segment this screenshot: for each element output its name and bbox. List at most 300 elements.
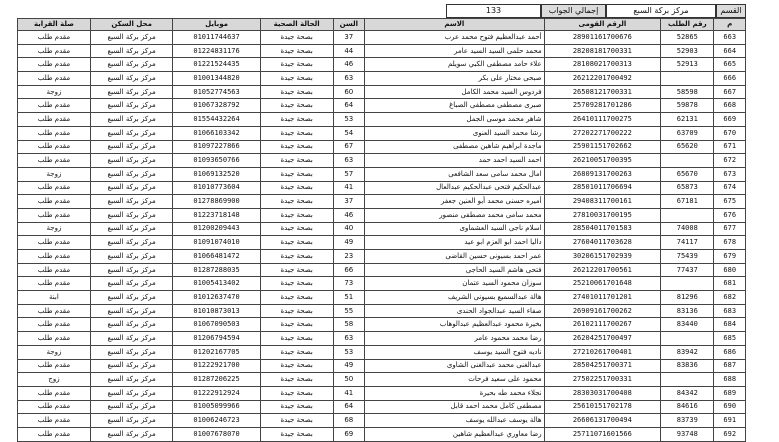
person-name-cell: بخيرة محمود عبدالعظيم عبدالوهاب: [365, 318, 545, 332]
health-status-cell: بصحة جيدة: [260, 304, 333, 318]
residence-cell: مركز بركة السبع: [90, 386, 173, 400]
row-number-cell: 665: [714, 58, 746, 72]
age-cell: 37: [333, 31, 365, 45]
national-id-cell: 26508121700331: [544, 85, 660, 99]
request-number-cell: 74008: [661, 222, 714, 236]
table-row: [18, 359, 746, 373]
national-id-cell: 26809131700263: [544, 167, 660, 181]
residence-cell: مركز بركة السبع: [90, 126, 173, 140]
residence-cell: مركز بركة السبع: [90, 318, 173, 332]
relation-cell: مقدم طلب: [18, 31, 91, 45]
relation-cell: مقدم طلب: [18, 386, 91, 400]
request-number-cell: 67181: [661, 195, 714, 209]
mobile-number-cell: 01011744637: [173, 31, 260, 45]
person-name-cell: علاء حامد مصطفى الكبي سويلم: [365, 58, 545, 72]
row-number-cell: 666: [714, 72, 746, 86]
mobile-number-cell: 01067090503: [173, 318, 260, 332]
row-number-cell: 684: [714, 318, 746, 332]
health-status-cell: بصحة جيدة: [260, 195, 333, 209]
age-cell: 54: [333, 126, 365, 140]
health-status-cell: بصحة جيدة: [260, 72, 333, 86]
person-name-cell: عبدالحكيم فتحى عبدالحكيم عبدالعال: [365, 181, 545, 195]
residence-cell: مركز بركة السبع: [90, 140, 173, 154]
request-number-cell: 83136: [661, 304, 714, 318]
national-id-cell: 28208181700331: [544, 44, 660, 58]
person-name-cell: فتحى هاشم السيد الحاجى: [365, 263, 545, 277]
row-number-cell: 675: [714, 195, 746, 209]
table-row: [18, 373, 746, 387]
mobile-number-cell: 01221524435: [173, 58, 260, 72]
total-value: 133: [446, 4, 541, 18]
person-name-cell: اسلام ناجى السيد العشماوى: [365, 222, 545, 236]
age-cell: 40: [333, 222, 365, 236]
national-id-cell: 27210261700401: [544, 345, 660, 359]
relation-cell: مقدم طلب: [18, 44, 91, 58]
row-number-cell: 681: [714, 277, 746, 291]
person-name-cell: محمد حلمى السيد السيد عامر: [365, 44, 545, 58]
residence-cell: مركز بركة السبع: [90, 332, 173, 346]
national-id-cell: 25610151702178: [544, 400, 660, 414]
table-row: [18, 126, 746, 140]
row-number-cell: 691: [714, 414, 746, 428]
person-name-cell: رشا محمد السيد العنوى: [365, 126, 545, 140]
row-number-cell: 685: [714, 332, 746, 346]
national-id-cell: 27502251700331: [544, 373, 660, 387]
relation-cell: مقدم طلب: [18, 236, 91, 250]
person-name-cell: شاهر محمد موسى الجمل: [365, 113, 545, 127]
age-cell: 49: [333, 359, 365, 373]
relation-cell: مقدم طلب: [18, 113, 91, 127]
request-number-cell: 65873: [661, 181, 714, 195]
mobile-number-cell: 01091074010: [173, 236, 260, 250]
data-table: [17, 18, 746, 442]
age-cell: 63: [333, 154, 365, 168]
column-header: موبايل: [173, 19, 260, 31]
person-name-cell: ناديه فتوح السيد يوسف: [365, 345, 545, 359]
person-name-cell: هالة عبدالسميع بسيونى الشريف: [365, 291, 545, 305]
residence-cell: مركز بركة السبع: [90, 85, 173, 99]
column-header: صلة القرابة: [18, 19, 91, 31]
health-status-cell: بصحة جيدة: [260, 44, 333, 58]
request-number-cell: 84342: [661, 386, 714, 400]
mobile-number-cell: 01554432264: [173, 113, 260, 127]
age-cell: 63: [333, 332, 365, 346]
request-number-cell: 65620: [661, 140, 714, 154]
national-id-cell: 26210051700395: [544, 154, 660, 168]
age-cell: 63: [333, 72, 365, 86]
relation-cell: مقدم طلب: [18, 263, 91, 277]
table-row: [18, 386, 746, 400]
person-name-cell: رضا معاوري عبدالعظيم شاهين: [365, 427, 545, 441]
table-row: [18, 277, 746, 291]
request-number-cell: 84616: [661, 400, 714, 414]
person-name-cell: محمد سامى محمد مصطفى منصور: [365, 208, 545, 222]
person-name-cell: أميره حسنى محمد أبو العنين جعفر: [365, 195, 545, 209]
national-id-cell: 26102111700267: [544, 318, 660, 332]
mobile-number-cell: 01287288035: [173, 263, 260, 277]
health-status-cell: بصحة جيدة: [260, 181, 333, 195]
health-status-cell: بصحة جيدة: [260, 373, 333, 387]
relation-cell: زوجة: [18, 167, 91, 181]
national-id-cell: 30206151702939: [544, 250, 660, 264]
national-id-cell: 25901151702662: [544, 140, 660, 154]
mobile-number-cell: 01006246723: [173, 414, 260, 428]
age-cell: 64: [333, 400, 365, 414]
residence-cell: مركز بركة السبع: [90, 222, 173, 236]
table-row: [18, 154, 746, 168]
health-status-cell: بصحة جيدة: [260, 414, 333, 428]
national-id-cell: 27810031700195: [544, 208, 660, 222]
mobile-number-cell: 01066103342: [173, 126, 260, 140]
national-id-cell: 25210061701648: [544, 277, 660, 291]
relation-cell: زوجة: [18, 345, 91, 359]
residence-cell: مركز بركة السبع: [90, 427, 173, 441]
person-name-cell: صبحى مختار على بكر: [365, 72, 545, 86]
mobile-number-cell: 01287206225: [173, 373, 260, 387]
residence-cell: مركز بركة السبع: [90, 291, 173, 305]
national-id-cell: 27202271700222: [544, 126, 660, 140]
health-status-cell: بصحة جيدة: [260, 250, 333, 264]
age-cell: 60: [333, 85, 365, 99]
age-cell: 73: [333, 277, 365, 291]
table-row: [18, 332, 746, 346]
column-header: م: [714, 19, 746, 31]
health-status-cell: بصحة جيدة: [260, 400, 333, 414]
relation-cell: مقدم طلب: [18, 304, 91, 318]
mobile-number-cell: 01010873013: [173, 304, 260, 318]
row-number-cell: 682: [714, 291, 746, 305]
table-row: [18, 181, 746, 195]
national-id-cell: 25709281701286: [544, 99, 660, 113]
relation-cell: مقدم طلب: [18, 72, 91, 86]
mobile-number-cell: 01278869900: [173, 195, 260, 209]
relation-cell: ابنة: [18, 291, 91, 305]
age-cell: 53: [333, 345, 365, 359]
health-status-cell: بصحة جيدة: [260, 291, 333, 305]
person-name-cell: عمر احمد بسيونى حسين القاضى: [365, 250, 545, 264]
health-status-cell: بصحة جيدة: [260, 222, 333, 236]
table-row: [18, 400, 746, 414]
table-row: [18, 345, 746, 359]
table-row: [18, 85, 746, 99]
request-number-cell: 52903: [661, 44, 714, 58]
age-cell: 49: [333, 236, 365, 250]
table-row: [18, 167, 746, 181]
health-status-cell: بصحة جيدة: [260, 58, 333, 72]
age-cell: 69: [333, 427, 365, 441]
person-name-cell: سوزان محمود السيد عتمان: [365, 277, 545, 291]
age-cell: 44: [333, 44, 365, 58]
relation-cell: مقدم طلب: [18, 181, 91, 195]
column-header: السن: [333, 19, 365, 31]
residence-cell: مركز بركة السبع: [90, 414, 173, 428]
table-row: [18, 304, 746, 318]
relation-cell: مقدم طلب: [18, 277, 91, 291]
request-number-cell: [661, 373, 714, 387]
request-number-cell: 74117: [661, 236, 714, 250]
table-row: [18, 250, 746, 264]
age-cell: 50: [333, 373, 365, 387]
total-label: إجمالي الجواب: [541, 4, 606, 18]
health-status-cell: بصحة جيدة: [260, 236, 333, 250]
residence-cell: مركز بركة السبع: [90, 58, 173, 72]
person-name-cell: رضا محمد محمود عامر: [365, 332, 545, 346]
mobile-number-cell: 01093650766: [173, 154, 260, 168]
health-status-cell: بصحة جيدة: [260, 263, 333, 277]
mobile-number-cell: 01200209443: [173, 222, 260, 236]
residence-cell: مركز بركة السبع: [90, 400, 173, 414]
mobile-number-cell: 01222912924: [173, 386, 260, 400]
national-id-cell: 29408311700161: [544, 195, 660, 209]
residence-cell: مركز بركة السبع: [90, 304, 173, 318]
health-status-cell: بصحة جيدة: [260, 332, 333, 346]
national-id-cell: 26212201700561: [544, 263, 660, 277]
table-row: [18, 291, 746, 305]
request-number-cell: 83836: [661, 359, 714, 373]
age-cell: 37: [333, 195, 365, 209]
column-header: الرقم القومى: [544, 19, 660, 31]
national-id-cell: 28108021700313: [544, 58, 660, 72]
person-name-cell: امال محمد سامى سعد الشافعى: [365, 167, 545, 181]
request-number-cell: [661, 72, 714, 86]
residence-cell: مركز بركة السبع: [90, 359, 173, 373]
table-row: [18, 263, 746, 277]
residence-cell: مركز بركة السبع: [90, 277, 173, 291]
row-number-cell: 683: [714, 304, 746, 318]
age-cell: 57: [333, 167, 365, 181]
mobile-number-cell: 01012637470: [173, 291, 260, 305]
mobile-number-cell: 01069132520: [173, 167, 260, 181]
health-status-cell: بصحة جيدة: [260, 318, 333, 332]
row-number-cell: 668: [714, 99, 746, 113]
health-status-cell: بصحة جيدة: [260, 277, 333, 291]
person-name-cell: داليا احمد ابو العزم ابو عيد: [365, 236, 545, 250]
mobile-number-cell: 01223718148: [173, 208, 260, 222]
age-cell: 41: [333, 181, 365, 195]
relation-cell: مقدم طلب: [18, 427, 91, 441]
national-id-cell: 28501011706694: [544, 181, 660, 195]
age-cell: 64: [333, 99, 365, 113]
relation-cell: زوجة: [18, 222, 91, 236]
residence-cell: مركز بركة السبع: [90, 72, 173, 86]
table-row: [18, 208, 746, 222]
relation-cell: مقدم طلب: [18, 400, 91, 414]
national-id-cell: 27604011703628: [544, 236, 660, 250]
residence-cell: مركز بركة السبع: [90, 154, 173, 168]
row-number-cell: 687: [714, 359, 746, 373]
row-number-cell: 688: [714, 373, 746, 387]
health-status-cell: بصحة جيدة: [260, 386, 333, 400]
age-cell: 66: [333, 263, 365, 277]
mobile-number-cell: 01005099966: [173, 400, 260, 414]
residence-cell: مركز بركة السبع: [90, 236, 173, 250]
request-number-cell: [661, 332, 714, 346]
health-status-cell: بصحة جيدة: [260, 126, 333, 140]
health-status-cell: بصحة جيدة: [260, 359, 333, 373]
person-name-cell: احمد السيد احمد حمد: [365, 154, 545, 168]
residence-cell: مركز بركة السبع: [90, 31, 173, 45]
residence-cell: مركز بركة السبع: [90, 345, 173, 359]
relation-cell: مقدم طلب: [18, 414, 91, 428]
national-id-cell: 26606131700494: [544, 414, 660, 428]
row-number-cell: 690: [714, 400, 746, 414]
mobile-number-cell: 01010773604: [173, 181, 260, 195]
row-number-cell: 669: [714, 113, 746, 127]
request-number-cell: 65670: [661, 167, 714, 181]
mobile-number-cell: 01005413402: [173, 277, 260, 291]
residence-cell: مركز بركة السبع: [90, 263, 173, 277]
national-id-cell: 25711071601566: [544, 427, 660, 441]
table-row: [18, 44, 746, 58]
header-bar: [375, 4, 746, 18]
column-header: رقم الطلب: [661, 19, 714, 31]
person-name-cell: هالة يوسف عبدالله يوسف: [365, 414, 545, 428]
age-cell: 41: [333, 386, 365, 400]
relation-cell: مقدم طلب: [18, 318, 91, 332]
table-row: [18, 99, 746, 113]
table-header-row: [18, 19, 746, 31]
mobile-number-cell: 01097227866: [173, 140, 260, 154]
age-cell: 58: [333, 318, 365, 332]
relation-cell: مقدم طلب: [18, 126, 91, 140]
request-number-cell: [661, 208, 714, 222]
table-body: [18, 31, 746, 442]
age-cell: 51: [333, 291, 365, 305]
request-number-cell: 83739: [661, 414, 714, 428]
request-number-cell: 75439: [661, 250, 714, 264]
age-cell: 46: [333, 208, 365, 222]
row-number-cell: 686: [714, 345, 746, 359]
request-number-cell: 81296: [661, 291, 714, 305]
health-status-cell: بصحة جيدة: [260, 99, 333, 113]
mobile-number-cell: 01224831176: [173, 44, 260, 58]
national-id-cell: 26909161700262: [544, 304, 660, 318]
age-cell: 46: [333, 58, 365, 72]
section-value: مركز بركة السبع: [606, 4, 716, 18]
national-id-cell: 28303031700408: [544, 386, 660, 400]
person-name-cell: فردوس السيد محمد الكامل: [365, 85, 545, 99]
mobile-number-cell: 01001344820: [173, 72, 260, 86]
age-cell: 53: [333, 113, 365, 127]
person-name-cell: ماجدة ابراهيم شاهين مصطفى: [365, 140, 545, 154]
national-id-cell: 27401011701201: [544, 291, 660, 305]
row-number-cell: 674: [714, 181, 746, 195]
row-number-cell: 670: [714, 126, 746, 140]
relation-cell: مقدم طلب: [18, 99, 91, 113]
request-number-cell: 58598: [661, 85, 714, 99]
mobile-number-cell: 01222921700: [173, 359, 260, 373]
request-number-cell: [661, 277, 714, 291]
relation-cell: مقدم طلب: [18, 195, 91, 209]
relation-cell: مقدم طلب: [18, 332, 91, 346]
relation-cell: مقدم طلب: [18, 359, 91, 373]
row-number-cell: 680: [714, 263, 746, 277]
national-id-cell: 26410111700275: [544, 113, 660, 127]
age-cell: 67: [333, 140, 365, 154]
request-number-cell: 63709: [661, 126, 714, 140]
health-status-cell: بصحة جيدة: [260, 208, 333, 222]
row-number-cell: 667: [714, 85, 746, 99]
request-number-cell: 59878: [661, 99, 714, 113]
column-header: الحالة الصحية: [260, 19, 333, 31]
mobile-number-cell: 01007678070: [173, 427, 260, 441]
health-status-cell: بصحة جيدة: [260, 167, 333, 181]
request-number-cell: [661, 154, 714, 168]
residence-cell: مركز بركة السبع: [90, 250, 173, 264]
age-cell: 55: [333, 304, 365, 318]
relation-cell: مقدم طلب: [18, 208, 91, 222]
residence-cell: مركز بركة السبع: [90, 195, 173, 209]
request-number-cell: 93748: [661, 427, 714, 441]
health-status-cell: بصحة جيدة: [260, 154, 333, 168]
health-status-cell: بصحة جيدة: [260, 113, 333, 127]
mobile-number-cell: 01202167705: [173, 345, 260, 359]
table-row: [18, 222, 746, 236]
row-number-cell: 671: [714, 140, 746, 154]
relation-cell: مقدم طلب: [18, 140, 91, 154]
request-number-cell: 52913: [661, 58, 714, 72]
person-name-cell: صبرى مصطفى مصطفى الصباغ: [365, 99, 545, 113]
relation-cell: مقدم طلب: [18, 250, 91, 264]
table-row: [18, 72, 746, 86]
mobile-number-cell: 01206794594: [173, 332, 260, 346]
request-number-cell: 62131: [661, 113, 714, 127]
national-id-cell: 28504251700371: [544, 359, 660, 373]
row-number-cell: 692: [714, 427, 746, 441]
row-number-cell: 664: [714, 44, 746, 58]
mobile-number-cell: 01066481472: [173, 250, 260, 264]
table-row: [18, 318, 746, 332]
request-number-cell: 83440: [661, 318, 714, 332]
age-cell: 68: [333, 414, 365, 428]
request-number-cell: 52865: [661, 31, 714, 45]
table-row: [18, 31, 746, 45]
mobile-number-cell: 01052774563: [173, 85, 260, 99]
national-id-cell: 28504011701583: [544, 222, 660, 236]
person-name-cell: نجلاء محمد طه بحيرة: [365, 386, 545, 400]
health-status-cell: بصحة جيدة: [260, 427, 333, 441]
row-number-cell: 673: [714, 167, 746, 181]
residence-cell: مركز بركة السبع: [90, 373, 173, 387]
table-row: [18, 414, 746, 428]
table-row: [18, 140, 746, 154]
residence-cell: مركز بركة السبع: [90, 99, 173, 113]
residence-cell: مركز بركة السبع: [90, 113, 173, 127]
national-id-cell: 26204251700497: [544, 332, 660, 346]
row-number-cell: 677: [714, 222, 746, 236]
row-number-cell: 678: [714, 236, 746, 250]
person-name-cell: صفاء السيد عبدالجواد الحندى: [365, 304, 545, 318]
request-number-cell: 83942: [661, 345, 714, 359]
table-row: [18, 58, 746, 72]
column-header: محل السكن: [90, 19, 173, 31]
column-header: الاسم: [365, 19, 545, 31]
row-number-cell: 676: [714, 208, 746, 222]
person-name-cell: أحمد عبدالعظيم فتوح محمد عرب: [365, 31, 545, 45]
mobile-number-cell: 01067328792: [173, 99, 260, 113]
residence-cell: مركز بركة السبع: [90, 167, 173, 181]
health-status-cell: بصحة جيدة: [260, 31, 333, 45]
age-cell: 23: [333, 250, 365, 264]
table-row: [18, 195, 746, 209]
row-number-cell: 672: [714, 154, 746, 168]
row-number-cell: 663: [714, 31, 746, 45]
national-id-cell: 28901161700676: [544, 31, 660, 45]
health-status-cell: بصحة جيدة: [260, 140, 333, 154]
relation-cell: مقدم طلب: [18, 58, 91, 72]
person-name-cell: عبدالغنى محمد عبدالغنى الشاوى: [365, 359, 545, 373]
person-name-cell: مصطفى كامل محمد احمد قابل: [365, 400, 545, 414]
